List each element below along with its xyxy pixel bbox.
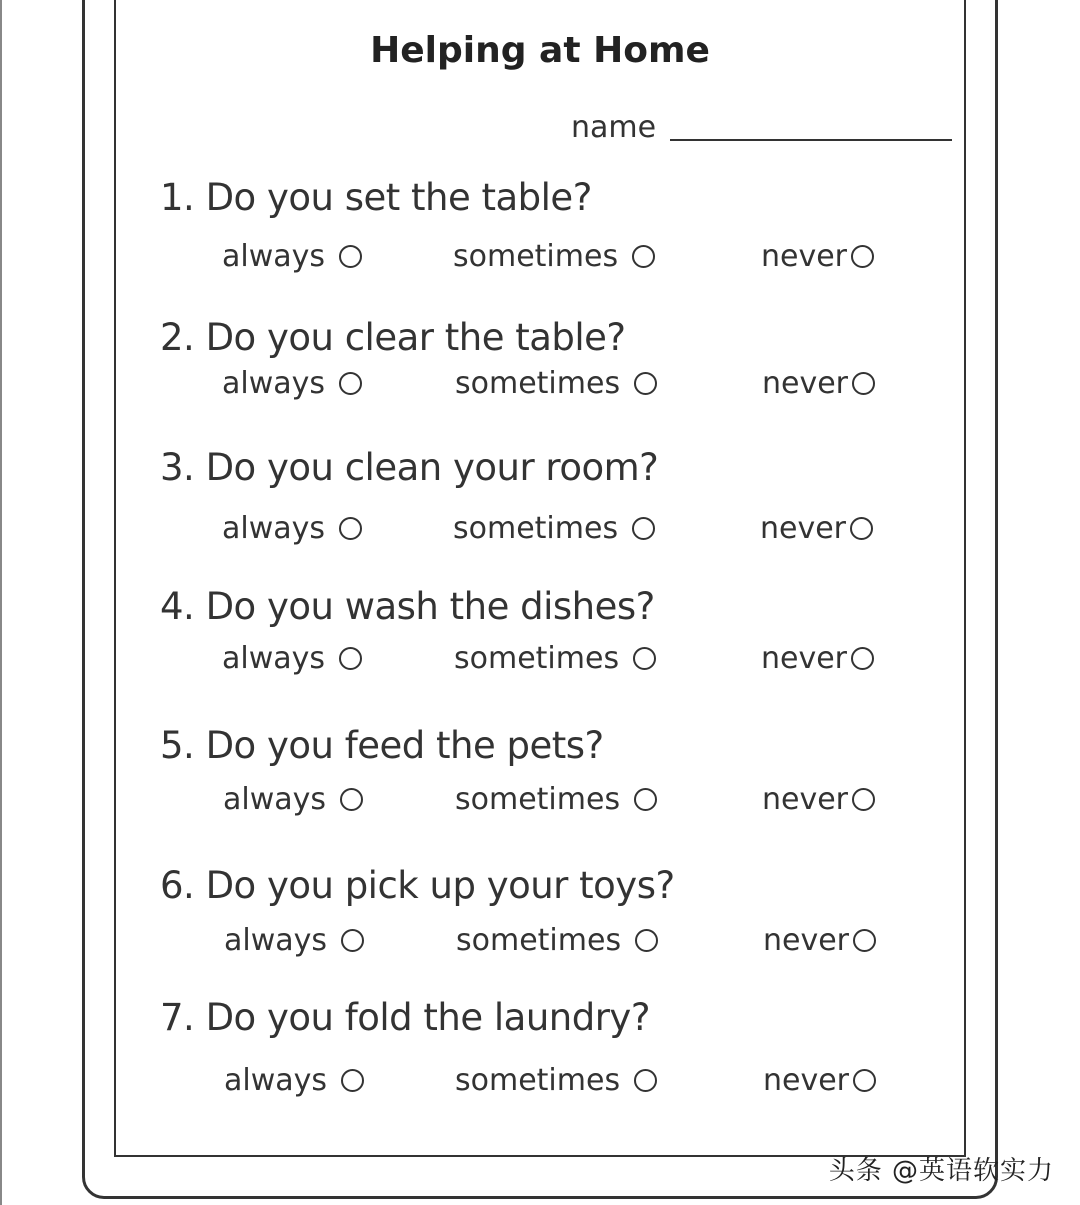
q6-option-never[interactable]: [763, 923, 876, 958]
q3-option-sometimes[interactable]: [453, 511, 655, 546]
option-label: never: [761, 641, 848, 676]
name-label: name: [571, 110, 657, 145]
radio-circle-icon[interactable]: [339, 245, 362, 268]
option-label: never: [763, 923, 850, 958]
radio-circle-icon[interactable]: [850, 517, 873, 540]
option-label: never: [760, 511, 847, 546]
option-label: always: [222, 641, 326, 676]
radio-circle-icon[interactable]: [341, 1069, 364, 1092]
option-label: never: [762, 782, 849, 817]
option-label: sometimes: [453, 511, 619, 546]
q1-option-always[interactable]: [222, 239, 362, 274]
q3-option-never[interactable]: [760, 511, 873, 546]
option-label: never: [761, 239, 848, 274]
option-label: always: [223, 782, 327, 817]
radio-circle-icon[interactable]: [851, 245, 874, 268]
radio-circle-icon[interactable]: [852, 788, 875, 811]
question-4: 4. Do you wash the dishes?: [160, 585, 655, 628]
radio-circle-icon[interactable]: [853, 1069, 876, 1092]
q2-option-always[interactable]: [222, 366, 362, 401]
name-blank-line[interactable]: [670, 139, 952, 141]
q6-option-always[interactable]: [224, 923, 364, 958]
q2-option-never[interactable]: [762, 366, 875, 401]
q4-option-always[interactable]: [222, 641, 362, 676]
option-label: never: [763, 1063, 850, 1098]
question-7: 7. Do you fold the laundry?: [160, 996, 650, 1039]
question-3: 3. Do you clean your room?: [160, 446, 659, 489]
worksheet-title: Helping at Home: [370, 30, 710, 71]
option-label: always: [222, 511, 326, 546]
radio-circle-icon[interactable]: [634, 1069, 657, 1092]
watermark: 头条 @英语软实力: [828, 1156, 1054, 1186]
radio-circle-icon[interactable]: [851, 647, 874, 670]
q4-option-sometimes[interactable]: [454, 641, 656, 676]
question-5: 5. Do you feed the pets?: [160, 724, 604, 767]
q5-option-sometimes[interactable]: [455, 782, 657, 817]
option-label: sometimes: [456, 923, 622, 958]
radio-circle-icon[interactable]: [339, 372, 362, 395]
q5-option-never[interactable]: [762, 782, 875, 817]
option-label: always: [224, 923, 328, 958]
option-label: always: [222, 239, 326, 274]
radio-circle-icon[interactable]: [340, 788, 363, 811]
q4-option-never[interactable]: [761, 641, 874, 676]
radio-circle-icon[interactable]: [853, 929, 876, 952]
q7-option-never[interactable]: [763, 1063, 876, 1098]
option-label: never: [762, 366, 849, 401]
page-edge-line: [0, 0, 2, 1205]
radio-circle-icon[interactable]: [632, 517, 655, 540]
question-2: 2. Do you clear the table?: [160, 316, 626, 359]
radio-circle-icon[interactable]: [339, 517, 362, 540]
radio-circle-icon[interactable]: [632, 245, 655, 268]
option-label: sometimes: [454, 641, 620, 676]
radio-circle-icon[interactable]: [341, 929, 364, 952]
radio-circle-icon[interactable]: [633, 647, 656, 670]
option-label: sometimes: [455, 782, 621, 817]
option-label: sometimes: [453, 239, 619, 274]
radio-circle-icon[interactable]: [852, 372, 875, 395]
q7-option-always[interactable]: [224, 1063, 364, 1098]
radio-circle-icon[interactable]: [634, 372, 657, 395]
question-6: 6. Do you pick up your toys?: [160, 864, 675, 907]
radio-circle-icon[interactable]: [339, 647, 362, 670]
inner-border: [114, 0, 966, 1157]
option-label: always: [222, 366, 326, 401]
option-label: sometimes: [455, 1063, 621, 1098]
radio-circle-icon[interactable]: [635, 929, 658, 952]
q3-option-always[interactable]: [222, 511, 362, 546]
q5-option-always[interactable]: [223, 782, 363, 817]
question-1: 1. Do you set the table?: [160, 176, 592, 219]
radio-circle-icon[interactable]: [634, 788, 657, 811]
q7-option-sometimes[interactable]: [455, 1063, 657, 1098]
q1-option-sometimes[interactable]: [453, 239, 655, 274]
option-label: always: [224, 1063, 328, 1098]
q1-option-never[interactable]: [761, 239, 874, 274]
q6-option-sometimes[interactable]: [456, 923, 658, 958]
q2-option-sometimes[interactable]: [455, 366, 657, 401]
option-label: sometimes: [455, 366, 621, 401]
